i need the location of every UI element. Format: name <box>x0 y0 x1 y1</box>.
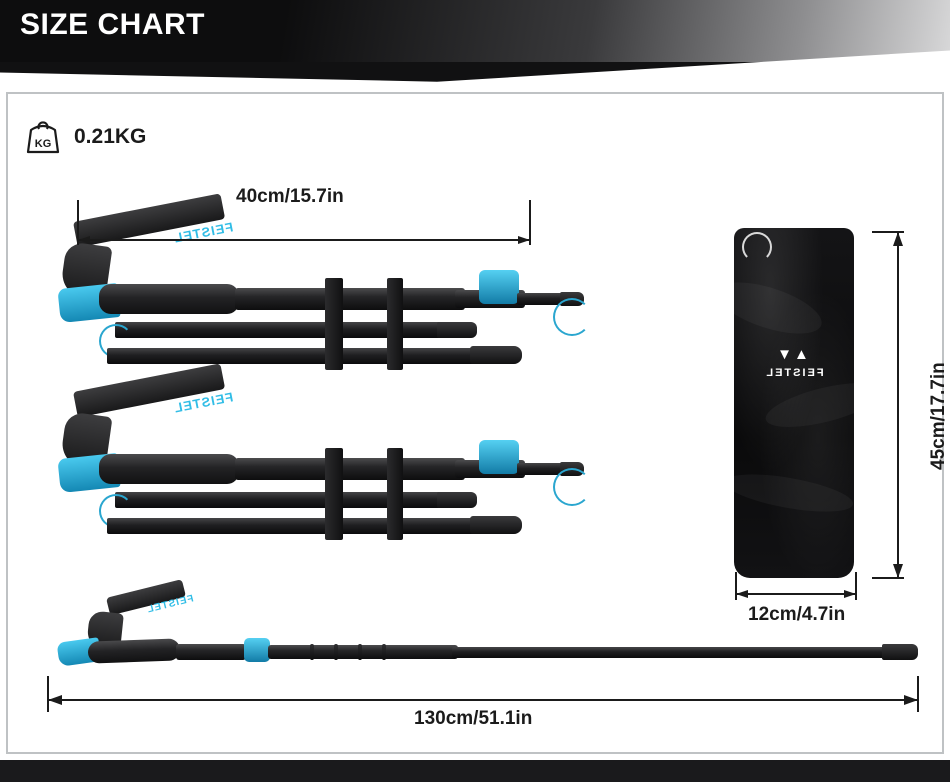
bag-drawstring-icon <box>742 232 772 262</box>
header-banner <box>0 0 950 88</box>
dimension-label-folded-length: 40cm/15.7in <box>236 186 344 207</box>
bag-fold-3 <box>734 467 854 519</box>
folded-pole-upper <box>55 212 595 397</box>
flick-lock-upper <box>479 270 519 304</box>
tip-upper-3 <box>470 346 522 364</box>
tip-upper-2 <box>437 322 477 338</box>
bag-logo-name: FEISTEL <box>764 367 824 379</box>
shaft-section-1-upper <box>235 288 465 310</box>
depth-mark-3 <box>358 644 362 660</box>
flick-lock-lower <box>479 440 519 474</box>
folded-segment-b-lower <box>107 518 477 534</box>
folded-pole-lower <box>55 382 595 567</box>
strap-brand-extended: FEISTEL <box>145 593 195 616</box>
weight-kg-icon <box>22 116 64 158</box>
dimension-label-bag-height: 45cm/17.7in <box>928 362 949 470</box>
grip-lower <box>99 454 239 484</box>
grip-upper <box>99 284 239 314</box>
weight-value: 0.21KG <box>74 125 147 148</box>
flick-lock-extended <box>244 638 270 662</box>
carry-bag <box>734 228 854 578</box>
folded-segment-b-upper <box>107 348 477 364</box>
tip-lower-3 <box>470 516 522 534</box>
shaft-extended-1 <box>176 644 246 660</box>
shaft-section-1-lower <box>235 458 465 480</box>
svg-text:KG: KG <box>34 138 52 150</box>
dimension-label-full-length: 130cm/51.1in <box>414 708 533 729</box>
bag-fold-1 <box>734 272 827 344</box>
depth-mark-4 <box>382 644 386 660</box>
bag-fold-2 <box>762 374 854 436</box>
dimension-label-bag-width: 12cm/4.7in <box>748 604 846 625</box>
cord-loop-upper-1 <box>553 298 591 336</box>
footer-bar <box>0 760 950 782</box>
velcro-strap-upper-2 <box>387 278 403 370</box>
velcro-strap-upper-1 <box>325 278 343 370</box>
strap-brand-lower: FEISTEL <box>172 389 235 416</box>
bag-logo <box>764 346 823 381</box>
strap-brand-upper: FEISTEL <box>172 219 235 246</box>
shaft-extended-3 <box>452 647 892 658</box>
grip-extended <box>88 638 181 663</box>
depth-mark-1 <box>310 644 314 660</box>
bag-logo-mark: ▼▲ <box>777 346 811 363</box>
depth-mark-2 <box>334 644 338 660</box>
tip-extended <box>882 644 918 660</box>
tip-lower-2 <box>437 492 477 508</box>
weight-badge <box>22 116 146 158</box>
velcro-strap-lower-2 <box>387 448 403 540</box>
page-title: SIZE CHART <box>20 8 205 41</box>
shaft-extended-2 <box>268 645 458 659</box>
cord-loop-lower-1 <box>553 468 591 506</box>
velcro-strap-lower-1 <box>325 448 343 540</box>
